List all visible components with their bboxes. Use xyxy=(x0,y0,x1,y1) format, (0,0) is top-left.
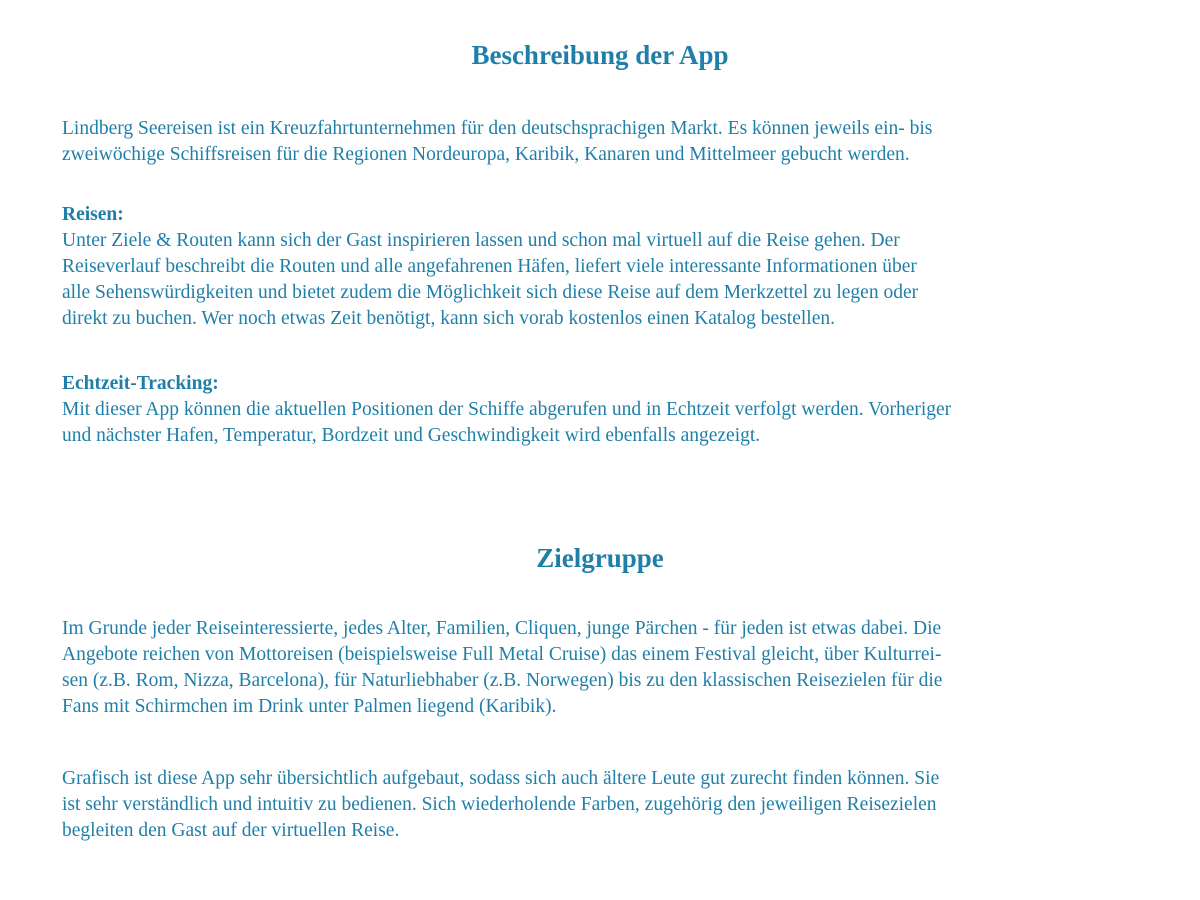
section-title-beschreibung: Beschreibung der App xyxy=(471,40,729,70)
text-line: alle Sehenswürdigkeiten und bietet zudem die Möglichkeit sich diese Reise auf dem Merkzettel zu legen oder xyxy=(62,282,919,303)
text-line: Im Grunde jeder Reiseinteressierte, jedes Alter, Familien, Cliquen, junge Pärchen - für jeden ist etwas dabei. Die xyxy=(62,618,942,639)
text-line: sen (z.B. Rom, Nizza, Barcelona), für Naturliebhaber (z.B. Norwegen) bis zu den klassischen Reisezielen für die xyxy=(62,670,943,691)
text-line: direkt zu buchen. Wer noch etwas Zeit benötigt, kann sich vorab kostenlos einen Katalog bestellen. xyxy=(62,308,835,329)
text-line: Lindberg Seereisen ist ein Kreuzfahrtunternehmen für den deutschsprachigen Markt. Es können jeweils ein- bis xyxy=(62,118,933,139)
text-line: und nächster Hafen, Temperatur, Bordzeit und Geschwindigkeit wird ebenfalls angezeigt. xyxy=(62,425,761,446)
text-line: Fans mit Schirmchen im Drink unter Palmen liegend (Karibik). xyxy=(62,696,557,717)
text-line: Grafisch ist diese App sehr übersichtlich aufgebaut, sodass sich auch ältere Leute gut zurecht finden können. Sie xyxy=(62,768,940,789)
tracking-paragraph xyxy=(62,371,1152,449)
reisen-paragraph xyxy=(62,202,1152,332)
reisen-heading: Reisen: xyxy=(62,204,124,225)
text-line: zweiwöchige Schiffsreisen für die Regionen Nordeuropa, Karibik, Kanaren und Mittelmeer gebucht werden. xyxy=(62,144,910,165)
section-title-zielgruppe: Zielgruppe xyxy=(536,543,664,573)
text-line: Unter Ziele & Routen kann sich der Gast inspirieren lassen und schon mal virtuell auf die Reise gehen. Der xyxy=(62,230,900,251)
text-line: Reiseverlauf beschreibt die Routen und alle angefahrenen Häfen, liefert viele interessante Informationen über xyxy=(62,256,917,277)
zielgruppe-paragraph-1 xyxy=(62,616,1152,720)
text-line: begleiten den Gast auf der virtuellen Reise. xyxy=(62,820,400,841)
zielgruppe-paragraph-2 xyxy=(62,766,1152,844)
text-line: ist sehr verständlich und intuitiv zu bedienen. Sich wiederholende Farben, zugehörig den jeweiligen Reisezielen xyxy=(62,794,937,815)
tracking-heading: Echtzeit-Tracking: xyxy=(62,373,219,394)
intro-paragraph xyxy=(62,116,1152,168)
text-line: Mit dieser App können die aktuellen Positionen der Schiffe abgerufen und in Echtzeit verfolgt werden. Vorheriger xyxy=(62,399,952,420)
text-line: Angebote reichen von Mottoreisen (beispielsweise Full Metal Cruise) das einem Festival gleicht, über Kulturrei- xyxy=(62,644,942,665)
